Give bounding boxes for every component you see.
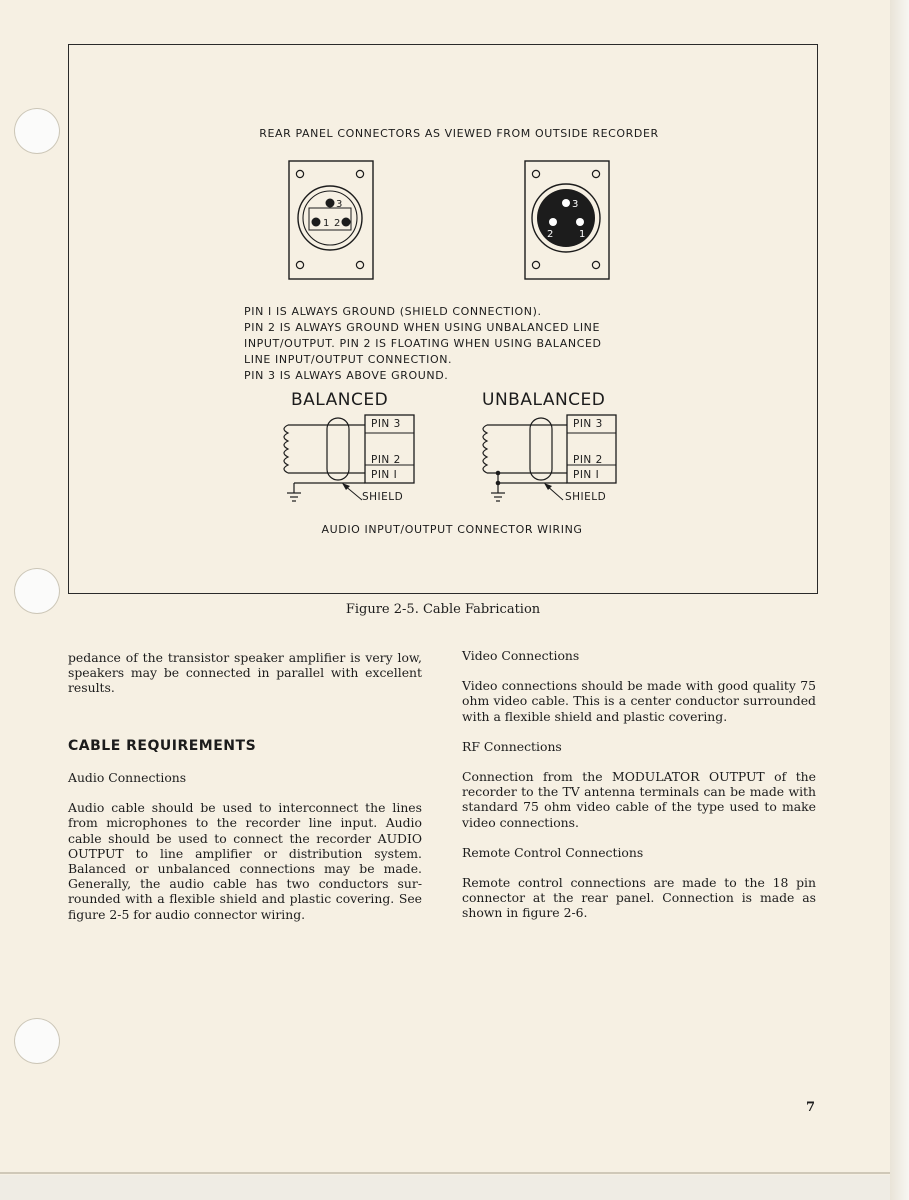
female-pin-1-label: 1 xyxy=(323,218,330,229)
male-pin-2-label: 2 xyxy=(547,229,554,240)
male-connector xyxy=(525,161,609,279)
figure-frame xyxy=(68,44,818,594)
rf-connections-heading: RF Connections xyxy=(462,738,562,754)
left-column-intro xyxy=(68,650,422,696)
page-edge xyxy=(890,0,909,1200)
remote-control-heading: Remote Control Connections xyxy=(462,844,644,860)
balanced-label: BALANCED xyxy=(291,390,389,410)
page-bottom-edge xyxy=(0,1172,890,1174)
female-connector xyxy=(289,161,373,279)
figure-caption: Figure 2-5. Cable Fabrication xyxy=(345,602,541,617)
audio-connections-text: Audio cable should be used to interconnect the lines from microphones to the recorder line input. Audio cable should be used to connect the recorder AUDIO OUTPUT to line amplifier or distribution system. Balanced or unbalanced connections may be made. Generally, the audio cable has two conductors surrounded with a flexible shield and plastic covering. See figure 2-5 for audio connector wiring. xyxy=(68,800,422,922)
page-bottom-margin xyxy=(0,1175,890,1200)
rf-connections-text: Connection from the MODULATOR OUTPUT of the recorder to the TV antenna terminals can be made with standard 75 ohm video cable of the type used to make video connections. xyxy=(462,769,816,830)
binder-hole-bottom xyxy=(14,1018,60,1064)
note-line-5: PIN 3 IS ALWAYS ABOVE GROUND. xyxy=(244,369,449,382)
video-connections-text: Video connections should be made with good quality 75 ohm video cable. This is a center conductor surrounded with a flexible shield and plastic covering. xyxy=(462,678,816,724)
note-line-2: PIN 2 IS ALWAYS GROUND WHEN USING UNBALANCED LINE xyxy=(244,321,601,334)
unbalanced-label: UNBALANCED xyxy=(482,390,606,410)
balanced-wiring-diagram xyxy=(284,390,414,503)
unbalanced-pin3: PIN 3 xyxy=(573,418,603,430)
female-pin-3-label: 3 xyxy=(336,199,343,210)
male-pin-1-label: 1 xyxy=(579,229,586,240)
balanced-pin3: PIN 3 xyxy=(371,418,401,430)
male-pin-3-label: 3 xyxy=(572,199,579,210)
wiring-caption: AUDIO INPUT/OUTPUT CONNECTOR WIRING xyxy=(321,523,583,536)
remote-control-text: Remote control connections are made to the 18 pin connector at the rear panel. Connection is made as shown in figure 2-6. xyxy=(462,875,816,921)
unbalanced-shield: SHIELD xyxy=(565,491,607,503)
video-connections-heading: Video Connections xyxy=(462,648,580,663)
balanced-shield: SHIELD xyxy=(362,491,404,503)
unbalanced-pin2: PIN 2 xyxy=(573,454,603,466)
pin-notes xyxy=(244,305,602,382)
audio-connections-heading: Audio Connections xyxy=(68,770,187,785)
note-line-4: LINE INPUT/OUTPUT CONNECTION. xyxy=(244,353,453,366)
balanced-pin2: PIN 2 xyxy=(371,454,401,466)
page-number: 7 xyxy=(806,1100,816,1115)
female-pin-2-label: 2 xyxy=(334,218,341,229)
connector-diagram xyxy=(69,45,819,595)
note-line-3: INPUT/OUTPUT. PIN 2 IS FLOATING WHEN USING BALANCED xyxy=(244,337,602,350)
right-column xyxy=(462,648,816,921)
note-line-1: PIN I IS ALWAYS GROUND (SHIELD CONNECTION). xyxy=(244,305,542,318)
section-heading: CABLE REQUIREMENTS xyxy=(68,738,257,754)
unbalanced-wiring-diagram xyxy=(482,390,616,503)
intro-paragraph: pedance of the transistor speaker amplifier is very low, speakers may be connected in parallel with excellent results. xyxy=(68,650,422,696)
balanced-pin1: PIN I xyxy=(371,469,398,481)
unbalanced-pin1: PIN I xyxy=(573,469,600,481)
figure-title: REAR PANEL CONNECTORS AS VIEWED FROM OUTSIDE RECORDER xyxy=(259,127,659,140)
left-column-audio xyxy=(68,770,422,922)
binder-hole-top xyxy=(14,108,60,154)
